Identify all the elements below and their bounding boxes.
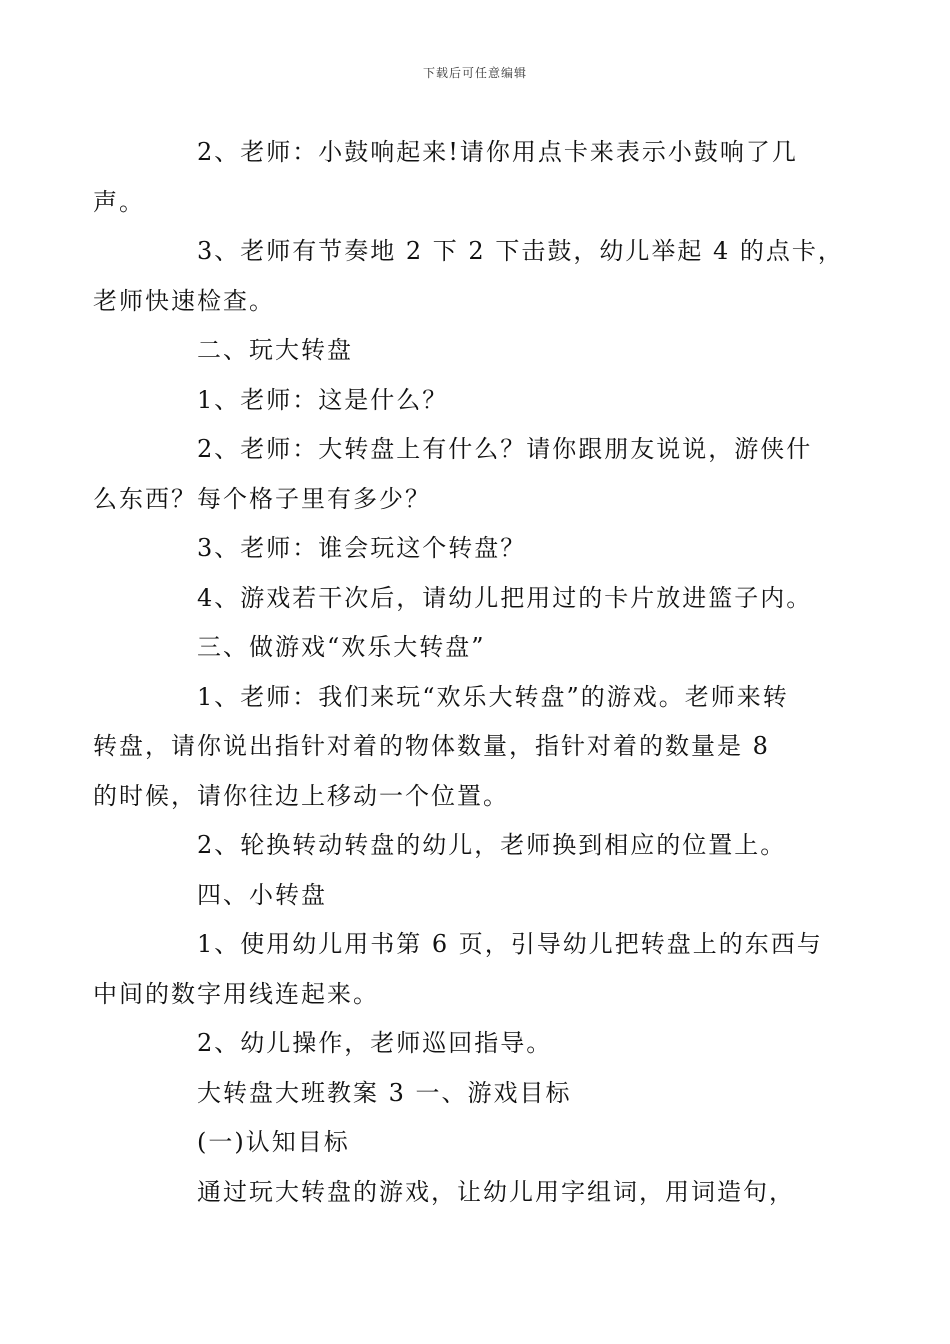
paragraph-line: 2、轮换转动转盘的幼儿，老师换到相应的位置上。	[197, 831, 787, 859]
paragraph	[145, 326, 810, 376]
paragraph	[93, 425, 813, 524]
paragraph-line: 4、游戏若干次后，请幼儿把用过的卡片放进篮子内。	[197, 583, 813, 612]
paragraph	[145, 524, 810, 574]
paragraph	[93, 920, 823, 1019]
paragraph-line: 转盘，请你说出指针对着的物体数量，指针对着的数量是 8	[93, 732, 770, 760]
paragraph-line: 3、老师有节奏地 2 下 2 下击鼓，幼儿举起 4 的点卡，	[197, 237, 844, 265]
paragraph	[93, 673, 810, 822]
paragraph	[145, 1168, 810, 1218]
paragraph	[145, 1019, 810, 1069]
paragraph	[145, 376, 810, 426]
paragraph-line: 2、幼儿操作，老师巡回指导。	[197, 1029, 553, 1057]
paragraph	[145, 821, 810, 871]
paragraph	[145, 623, 810, 673]
paragraph-line: 3、老师：谁会玩这个转盘？	[197, 534, 527, 562]
paragraph	[93, 128, 810, 227]
paragraph	[93, 227, 844, 326]
paragraph-line: 1、老师：我们来玩“欢乐大转盘”的游戏。老师来转	[197, 682, 789, 711]
paragraph	[145, 871, 810, 921]
paragraph-line: 1、使用幼儿用书第 6 页，引导幼儿把转盘上的东西与	[197, 930, 823, 958]
paragraph-line: 1、老师：这是什么？	[197, 385, 449, 414]
paragraph-line: 2、老师：小鼓响起来!请你用点卡来表示小鼓响了几	[197, 138, 798, 166]
paragraph-line: 三、做游戏“欢乐大转盘”	[197, 633, 486, 661]
page-header: 下载后可任意编辑	[422, 66, 527, 80]
paragraph-line: 通过玩大转盘的游戏，让幼儿用字组词，用词造句，	[197, 1177, 795, 1206]
paragraph-line: 么东西？每个格子里有多少？	[93, 484, 431, 513]
paragraph-line: 中间的数字用线连起来。	[93, 979, 379, 1008]
paragraph-line: 2、老师：大转盘上有什么？请你跟朋友说说，游侠什	[197, 435, 813, 463]
paragraph	[145, 1118, 810, 1168]
paragraph-line: (一)认知目标	[197, 1128, 350, 1156]
paragraph-line: 声。	[93, 187, 145, 216]
document-body	[93, 128, 844, 1217]
paragraph-line: 二、玩大转盘	[197, 336, 353, 364]
paragraph-line: 老师快速检查。	[93, 286, 275, 315]
paragraph-line: 大转盘大班教案 3 一、游戏目标	[197, 1078, 572, 1107]
paragraph-line: 的时候，请你往边上移动一个位置。	[93, 781, 509, 810]
paragraph-line: 四、小转盘	[197, 880, 327, 909]
paragraph	[145, 574, 813, 624]
paragraph	[145, 1069, 810, 1119]
